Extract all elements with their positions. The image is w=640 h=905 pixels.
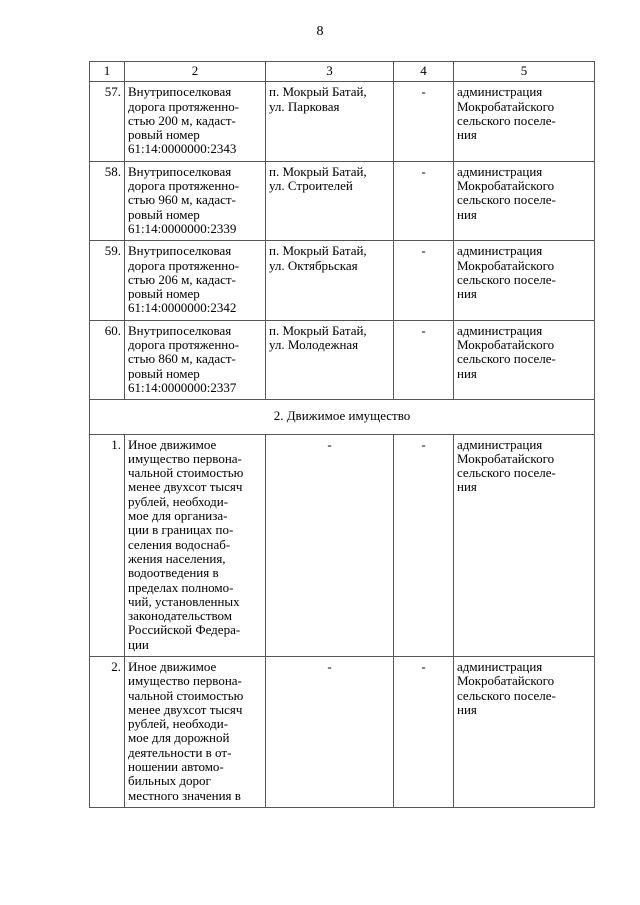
property-address: - — [266, 434, 394, 656]
property-address: п. Мокрый Батай, ул. Октябрьская — [266, 241, 394, 320]
table-row — [90, 434, 595, 656]
row-number: 1. — [90, 434, 125, 656]
property-name: Внутрипоселковая дорога протяженно- стью 960 м, кадаст- ровый номер 61:14:0000000:2339 — [125, 161, 266, 240]
property-name: Иное движимое имущество первона- чальной стоимостью менее двухсот тысяч рублей, необходи- мое для организа- ции в границах по- селения водоснаб- жения населения, водоотведения в пределах полномо- чий, установленных законодательством Российской Федера- ции — [125, 434, 266, 656]
table-row — [90, 241, 595, 320]
column-4-value: - — [394, 320, 454, 399]
table-row — [90, 82, 595, 161]
property-address: п. Мокрый Батай, ул. Строителей — [266, 161, 394, 240]
property-address: - — [266, 656, 394, 807]
section-title: 2. Движимое имущество — [90, 400, 595, 434]
property-holder: администрация Мокробатайского сельского поселе- ния — [454, 82, 595, 161]
row-number: 59. — [90, 241, 125, 320]
row-number: 58. — [90, 161, 125, 240]
table-row — [90, 320, 595, 399]
table-row — [90, 656, 595, 807]
column-4-value: - — [394, 161, 454, 240]
column-header-4: 4 — [394, 62, 454, 82]
column-4-value: - — [394, 241, 454, 320]
table-header-row — [90, 62, 595, 82]
property-name: Внутрипоселковая дорога протяженно- стью 200 м, кадаст- ровый номер 61:14:0000000:2343 — [125, 82, 266, 161]
column-4-value: - — [394, 434, 454, 656]
column-4-value: - — [394, 656, 454, 807]
property-name: Иное движимое имущество первона- чальной стоимостью менее двухсот тысяч рублей, необходи- мое для дорожной деятельности в от- ношении автомо- бильных дорог местного значения в — [125, 656, 266, 807]
column-header-3: 3 — [266, 62, 394, 82]
property-holder: администрация Мокробатайского сельского поселе- ния — [454, 241, 595, 320]
row-number: 2. — [90, 656, 125, 807]
property-address: п. Мокрый Батай, ул. Парковая — [266, 82, 394, 161]
column-header-1: 1 — [90, 62, 125, 82]
column-header-2: 2 — [125, 62, 266, 82]
property-registry-table — [89, 61, 595, 808]
property-holder: администрация Мокробатайского сельского поселе- ния — [454, 320, 595, 399]
page-number: 8 — [316, 24, 324, 39]
column-header-5: 5 — [454, 62, 595, 82]
property-holder: администрация Мокробатайского сельского поселе- ния — [454, 161, 595, 240]
section-heading-row — [90, 400, 595, 434]
property-name: Внутрипоселковая дорога протяженно- стью 860 м, кадаст- ровый номер 61:14:0000000:2337 — [125, 320, 266, 399]
table-row — [90, 161, 595, 240]
row-number: 60. — [90, 320, 125, 399]
property-holder: администрация Мокробатайского сельского поселе- ния — [454, 434, 595, 656]
property-name: Внутрипоселковая дорога протяженно- стью 206 м, кадаст- ровый номер 61:14:0000000:2342 — [125, 241, 266, 320]
property-holder: администрация Мокробатайского сельского поселе- ния — [454, 656, 595, 807]
property-address: п. Мокрый Батай, ул. Молодежная — [266, 320, 394, 399]
row-number: 57. — [90, 82, 125, 161]
column-4-value: - — [394, 82, 454, 161]
